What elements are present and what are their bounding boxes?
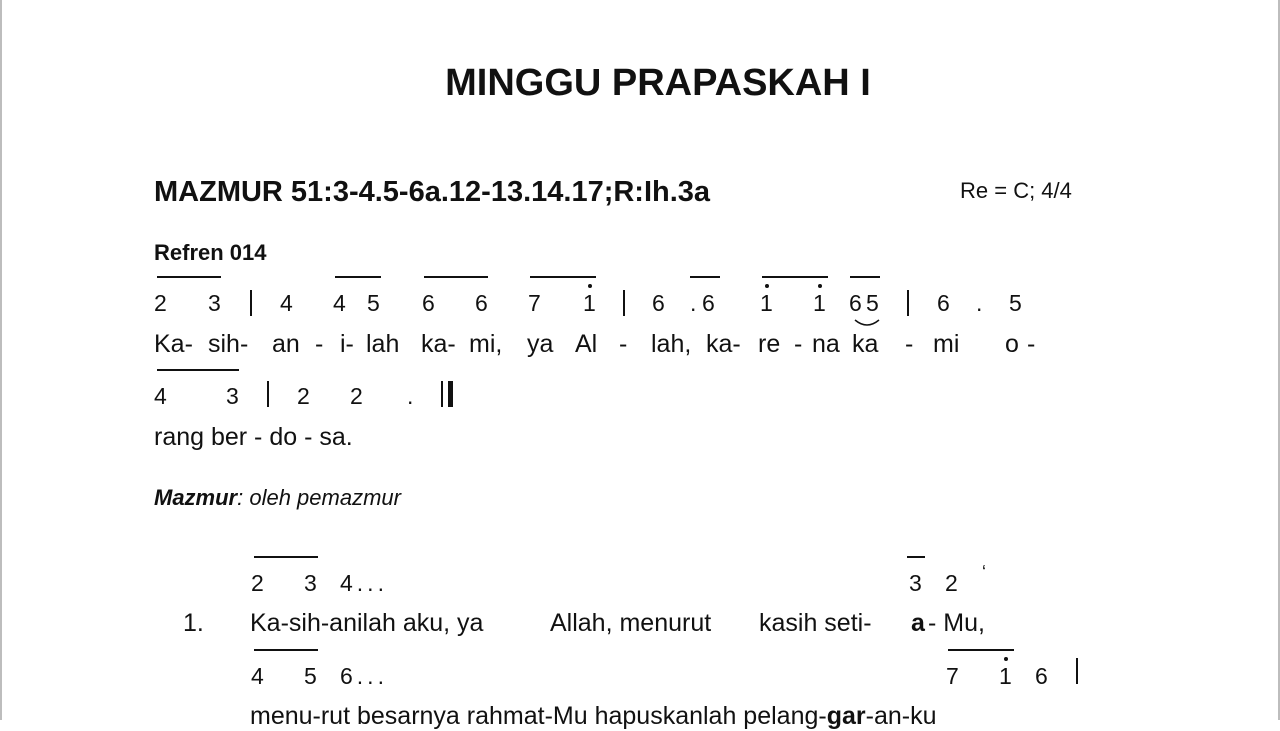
lyric-syllable: ka-	[706, 330, 741, 358]
lyric-syllable: -	[1027, 330, 1036, 358]
verse-1-lyrics-b-part-1: menu-rut besarnya rahmat-Mu hapuskanlah pelang-	[250, 702, 827, 730]
final-bar-line	[441, 381, 443, 407]
note: 4	[333, 290, 346, 316]
lyric-syllable: na	[812, 330, 840, 358]
mazmur-label: Mazmur	[154, 485, 238, 510]
note: 5	[304, 663, 317, 689]
lyric-syllable: -	[619, 330, 628, 358]
lyric-syllable: ka	[852, 330, 879, 358]
lyric-syllable: sih-	[208, 330, 249, 358]
note: 3	[208, 290, 221, 316]
page-left-border	[0, 0, 2, 720]
verse-1-lyrics-a-part-1: Ka-sih-anilah aku, ya	[250, 609, 484, 637]
note: .	[690, 290, 697, 316]
lyric-syllable: lah	[366, 330, 400, 358]
note: 6	[937, 290, 950, 316]
key-signature: Re = C; 4/4	[960, 178, 1072, 203]
lyric-syllable: lah,	[651, 330, 692, 358]
lyric-syllable: ya	[527, 330, 554, 358]
breath-mark: ‘	[982, 562, 986, 582]
beam	[948, 649, 1014, 651]
lyric-syllable: Ka-	[154, 330, 193, 358]
verse-1-lyrics-a-part-4: - Mu,	[928, 609, 985, 637]
psalm-heading: MAZMUR 51:3-4.5-6a.12-13.14.17;R:Ih.3a	[154, 176, 711, 208]
mazmur-instruction	[154, 485, 401, 511]
note: 1	[999, 663, 1012, 689]
lyric-syllable: mi	[933, 330, 960, 358]
note: 2	[154, 290, 167, 316]
lyric-syllable: mi,	[469, 330, 503, 358]
note: 2	[350, 383, 363, 409]
beam	[762, 276, 828, 278]
note: 7	[946, 663, 959, 689]
note: 7	[528, 290, 541, 316]
bar-line	[267, 381, 269, 407]
beam	[530, 276, 596, 278]
lyric-syllable: re	[758, 330, 781, 358]
note: 6	[652, 290, 665, 316]
note: 3	[304, 570, 317, 596]
note: 6	[849, 290, 862, 316]
lyric-syllable: -	[905, 330, 914, 358]
note: 6	[702, 290, 715, 316]
bar-line	[1076, 658, 1078, 684]
verse-1-lyrics-b-bold: gar	[826, 702, 866, 730]
beam	[157, 276, 221, 278]
verse-1-lyrics-a-part-3: kasih seti-	[759, 609, 872, 637]
octave-dot	[765, 284, 769, 288]
verse-1-lyrics-b	[250, 702, 937, 731]
note: 5	[367, 290, 380, 316]
note: 2	[251, 570, 264, 596]
note: 6	[422, 290, 435, 316]
note: 6...	[340, 663, 388, 689]
beam	[335, 276, 381, 278]
beam	[907, 556, 925, 558]
lyric-syllable: o	[1005, 330, 1019, 358]
note: 3	[909, 570, 922, 596]
octave-dot	[1004, 657, 1008, 661]
lyric-syllable: -	[315, 330, 324, 358]
refrain-lyrics-line-2: rang ber - do - sa.	[154, 423, 353, 451]
note: 1	[760, 290, 773, 316]
beam	[254, 649, 318, 651]
bar-line	[250, 290, 252, 316]
octave-dot	[818, 284, 822, 288]
verse-1-lyrics-a-part-2: Allah, menurut	[550, 609, 712, 637]
verse-1-lyrics-a-bold: a	[911, 609, 925, 637]
note: 2	[297, 383, 310, 409]
slur-mark	[853, 318, 881, 328]
refrain-heading: Refren 014	[154, 240, 267, 265]
verse-1-lyrics-b-part-2: -an-ku	[865, 702, 937, 730]
note: 6	[475, 290, 488, 316]
beam	[690, 276, 720, 278]
beam	[157, 369, 239, 371]
note: 4...	[340, 570, 388, 596]
verse-number: 1.	[183, 609, 204, 637]
final-bar-line-thick	[448, 381, 453, 407]
note: 5	[866, 290, 879, 316]
lyric-syllable: ka-	[421, 330, 456, 358]
note: 4	[251, 663, 264, 689]
mazmur-text: : oleh pemazmur	[237, 485, 401, 510]
note: 6	[1035, 663, 1048, 689]
note: 2	[945, 570, 958, 596]
lyric-syllable: i-	[340, 330, 354, 358]
lyric-syllable: Al	[575, 330, 598, 358]
lyric-syllable: -	[794, 330, 803, 358]
note: 1	[813, 290, 826, 316]
page-title: MINGGU PRAPASKAH I	[445, 62, 871, 104]
beam	[254, 556, 318, 558]
beam	[850, 276, 880, 278]
note: 1	[583, 290, 596, 316]
note: 4	[280, 290, 293, 316]
note: 5	[1009, 290, 1022, 316]
bar-line	[907, 290, 909, 316]
bar-line	[623, 290, 625, 316]
note: .	[976, 290, 983, 316]
note: .	[407, 383, 414, 409]
beam	[424, 276, 488, 278]
lyric-syllable: an	[272, 330, 300, 358]
note: 3	[226, 383, 239, 409]
octave-dot	[588, 284, 592, 288]
note: 4	[154, 383, 167, 409]
